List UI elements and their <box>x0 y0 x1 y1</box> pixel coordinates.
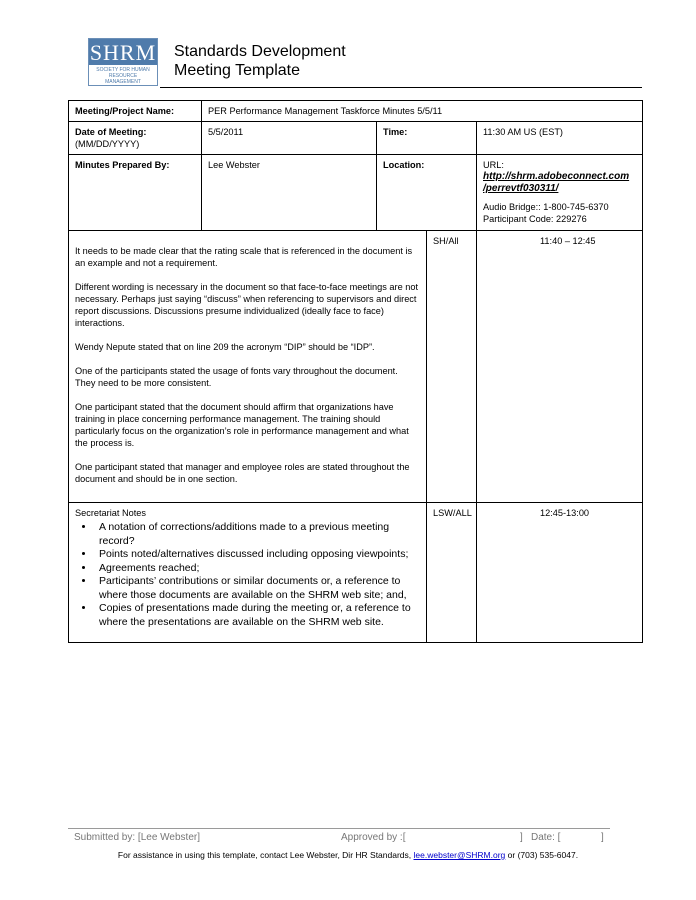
url-label: URL: <box>483 160 504 170</box>
date-label: Date of Meeting: <box>75 127 147 137</box>
discussion-paragraph: Wendy Nepute stated that on line 209 the acronym “DIP” should be “IDP”. <box>75 342 375 352</box>
logo-subtext: SOCIETY FOR HUMAN RESOURCE MANAGEMENT <box>96 67 150 85</box>
date-format: (MM/DD/YYYY) <box>75 139 140 149</box>
title-line-2: Meeting Template <box>174 62 300 79</box>
secretariat-item: • Participants’ contributions or similar documents or, a reference to where those documents are available on the SHRM web site; and, <box>95 575 420 602</box>
discussion-notes <box>69 231 427 503</box>
location-value <box>477 155 643 231</box>
project-row <box>69 101 643 122</box>
assistance-suffix: or (703) 535-6047. <box>507 850 579 860</box>
time-label: Time: <box>377 122 477 155</box>
discussion-time: 11:40 – 12:45 <box>477 231 643 503</box>
prepared-row <box>69 155 643 231</box>
secretariat-item: • Agreements reached; <box>95 562 420 576</box>
approved-by-close: ] <box>520 832 523 843</box>
discussion-paragraph: It needs to be made clear that the rating scale that is referenced in the document is an example and not a requirement. <box>75 246 413 268</box>
secretariat-row <box>69 503 643 643</box>
footer-divider <box>68 828 610 829</box>
date-row <box>69 122 643 155</box>
discussion-paragraph: One of the participants stated the usage of fonts vary throughout the document. They need to be more consistent. <box>75 366 398 388</box>
shrm-logo <box>88 38 158 86</box>
location-label: Location: <box>377 155 477 231</box>
meeting-url-line-1[interactable]: http://shrm.adobeconnect.com <box>483 171 630 182</box>
secretariat-list <box>75 521 420 629</box>
discussion-paragraph: One participant stated that manager and employee roles are stated throughout the document and should be in one section. <box>75 462 410 484</box>
project-value: PER Performance Management Taskforce Minutes 5/5/11 <box>202 101 643 122</box>
secretariat-item: • Points noted/alternatives discussed including opposing viewpoints; <box>95 548 420 562</box>
approval-date-close: ] <box>601 832 604 843</box>
discussion-owner: SH/All <box>427 231 477 503</box>
submitted-by: Submitted by: [Lee Webster] <box>74 832 200 843</box>
secretariat-owner: LSW/ALL <box>427 503 477 643</box>
secretariat-notes <box>69 503 427 643</box>
title-line-1: Standards Development <box>174 43 346 60</box>
assistance-prefix: For assistance in using this template, contact Lee Webster, Dir HR Standards, <box>117 850 412 860</box>
page-title <box>174 42 346 80</box>
secretariat-item: • Copies of presentations made during the meeting or, a reference to where the presentations are available on the SHRM web site. <box>95 602 420 629</box>
date-label-cell <box>69 122 202 155</box>
audio-bridge: Audio Bridge:: 1-800-745-6370 <box>483 202 609 212</box>
participant-code: Participant Code: 229276 <box>483 214 587 224</box>
secretariat-time: 12:45-13:00 <box>477 503 643 643</box>
contact-email-link[interactable]: lee.webster@SHRM.org <box>413 850 506 860</box>
date-value: 5/5/2011 <box>202 122 377 155</box>
time-value: 11:30 AM US (EST) <box>477 122 643 155</box>
secretariat-item: • A notation of corrections/additions made to a previous meeting record? <box>95 521 420 548</box>
logo-letters: SHRM <box>89 40 157 65</box>
project-label: Meeting/Project Name: <box>69 101 202 122</box>
discussion-paragraph: Different wording is necessary in the document so that face-to-face meetings are not necessary. Perhaps just saying “discuss” when referencing to supervisors and direct report discussions. Discussions presume individualized (ideally face to face) interactions. <box>75 282 419 328</box>
discussion-paragraph: One participant stated that the document should affirm that organizations have training in place concerning performance management. The training should particularly focus on the organization’s role in performance management and what the process is. <box>75 402 409 448</box>
approval-date: Date: [ <box>531 832 561 843</box>
prepared-label: Minutes Prepared By: <box>69 155 202 231</box>
assistance-note <box>0 850 696 860</box>
header-divider <box>160 87 642 88</box>
secretariat-heading: Secretariat Notes <box>75 508 146 518</box>
discussion-row <box>69 231 643 503</box>
minutes-table <box>68 100 643 643</box>
approved-by: Approved by :[ <box>341 832 406 843</box>
meeting-url-line-2[interactable]: /perrevtf030311/ <box>483 183 559 194</box>
prepared-value: Lee Webster <box>202 155 377 231</box>
